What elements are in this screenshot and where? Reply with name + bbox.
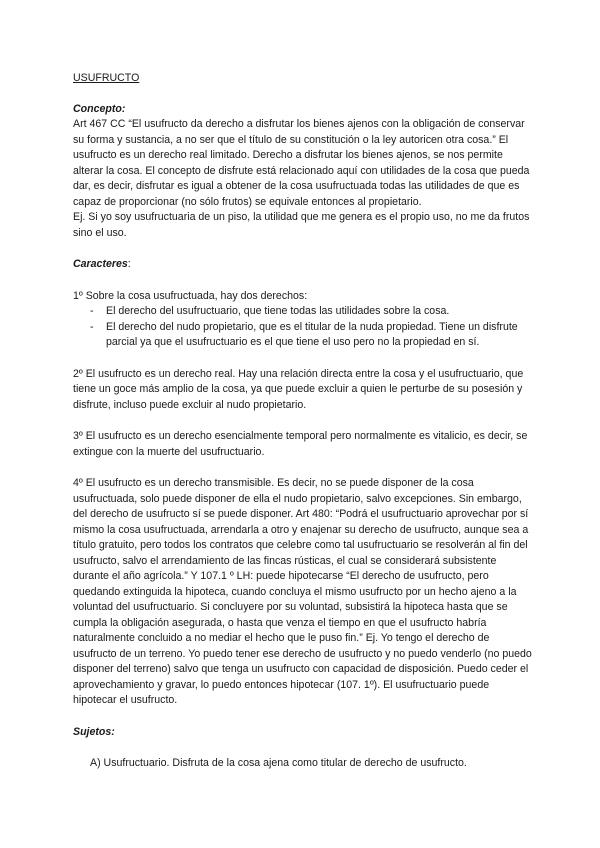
concepto-heading: Concepto: <box>73 102 126 115</box>
list-item: - El derecho del nudo propietario, que es el titular de la nuda propiedad. Tiene un disfrute parcial ya que el usufructuario es el que tiene el uso pero no la propiedad en sí. <box>106 320 533 351</box>
caracteres-item-4: 4º El usufructo es un derecho transmisible. Es decir, no se puede disponer de la cosa usufructuada, solo puede disponer de ella el nudo propietario, salvo excepciones. Sin embargo, del derecho de usufructo sí se puede disponer. Art 480: “Podrá el usufructuario aprovechar por sí mismo la cosa usufructuada, arrendarla a otro y enajenar su derecho de usufructo, aunque sea a título gratuito, pero todos los contratos que celebre como tal usufructuario se resolverán al fin del usufructo, salvo el arrendamiento de las fincas rústicas, el cual se considerará subsistente durante el año agrícola.” Y 107.1 º LH: puede hipotecarse “El derecho de usufructo, pero quedando extinguida la hipoteca, cuando concluya el mismo usufructo por un hecho ajeno a la voluntad del usufructuario. Si concluyere por su voluntad, subsistirá la hipoteca hasta que se cumpla la obligación asegurada, o hasta que venza el tiempo en que el usufructo habría naturalmente concluido a no mediar el hecho que le puso fin.” Ej. Yo tengo el derecho de usufructo de un terreno. Yo puedo tener ese derecho de usufructo y no puedo venderlo (no puedo disponer del terreno) salvo que tenga un usufructo con capacidad de disposición. Puedo ceder el aprovechamiento y gravar, lo puedo entonces hipotecar (107. 1º). El usufructuario puede hipotecar el usufructo. <box>73 477 532 706</box>
sujetos-item-a: A) Usufructuario. Disfruta de la cosa ajena como titular de derecho de usufructo. <box>90 757 467 769</box>
concepto-paragraph: Art 467 CC “El usufructo da derecho a disfrutar los bienes ajenos con la obligación de conservar su forma y sustancia, a no ser que el título de su constitución o la ley autoricen otra cosa.” El usufructo es un derecho real limitado. Derecho a disfrutar los bienes ajenos, se nos permite alterar la cosa. El concepto de disfrute está relacionado aquí con utilidades de la cosa que pueda dar, es decir, disfrutar es igual a obtener de la cosa usufructuada todas las utilidades de que es capaz de proporcionar (no sólo frutos) se equivale entonces al propietario. <box>73 118 530 208</box>
caracteres-item-3: 3º El usufructo es un derecho esencialmente temporal pero normalmente es vitalicio, es decir, se extingue con la muerte del usufructuario. <box>73 430 528 458</box>
concepto-example: Ej. Si yo soy usufructuaria de un piso, la utilidad que me genera es el propio uso, no me da frutos sino el uso. <box>73 211 530 239</box>
caracteres-heading-line <box>73 257 533 273</box>
caracteres-item-1-intro: 1º Sobre la cosa usufructuada, hay dos derechos: <box>73 289 308 302</box>
caracteres-heading-colon: : <box>127 258 131 270</box>
caracteres-item-1-list <box>73 304 533 351</box>
caracteres-heading: Caracteres <box>73 258 128 270</box>
sujetos-heading: Sujetos: <box>73 725 115 738</box>
caracteres-item-2: 2º El usufructo es un derecho real. Hay una relación directa entre la cosa y el usufructuario, que tiene un goce más amplio de la cosa, ya que puede excluir a quien le perturbe de su posesión y disfrute, incluso puede excluir al nudo propietario. <box>73 367 524 411</box>
list-item: - El derecho del usufructuario, que tiene todas las utilidades sobre la cosa. <box>106 304 533 320</box>
document-content <box>73 71 533 772</box>
document-title: USUFRUCTO <box>73 72 140 84</box>
